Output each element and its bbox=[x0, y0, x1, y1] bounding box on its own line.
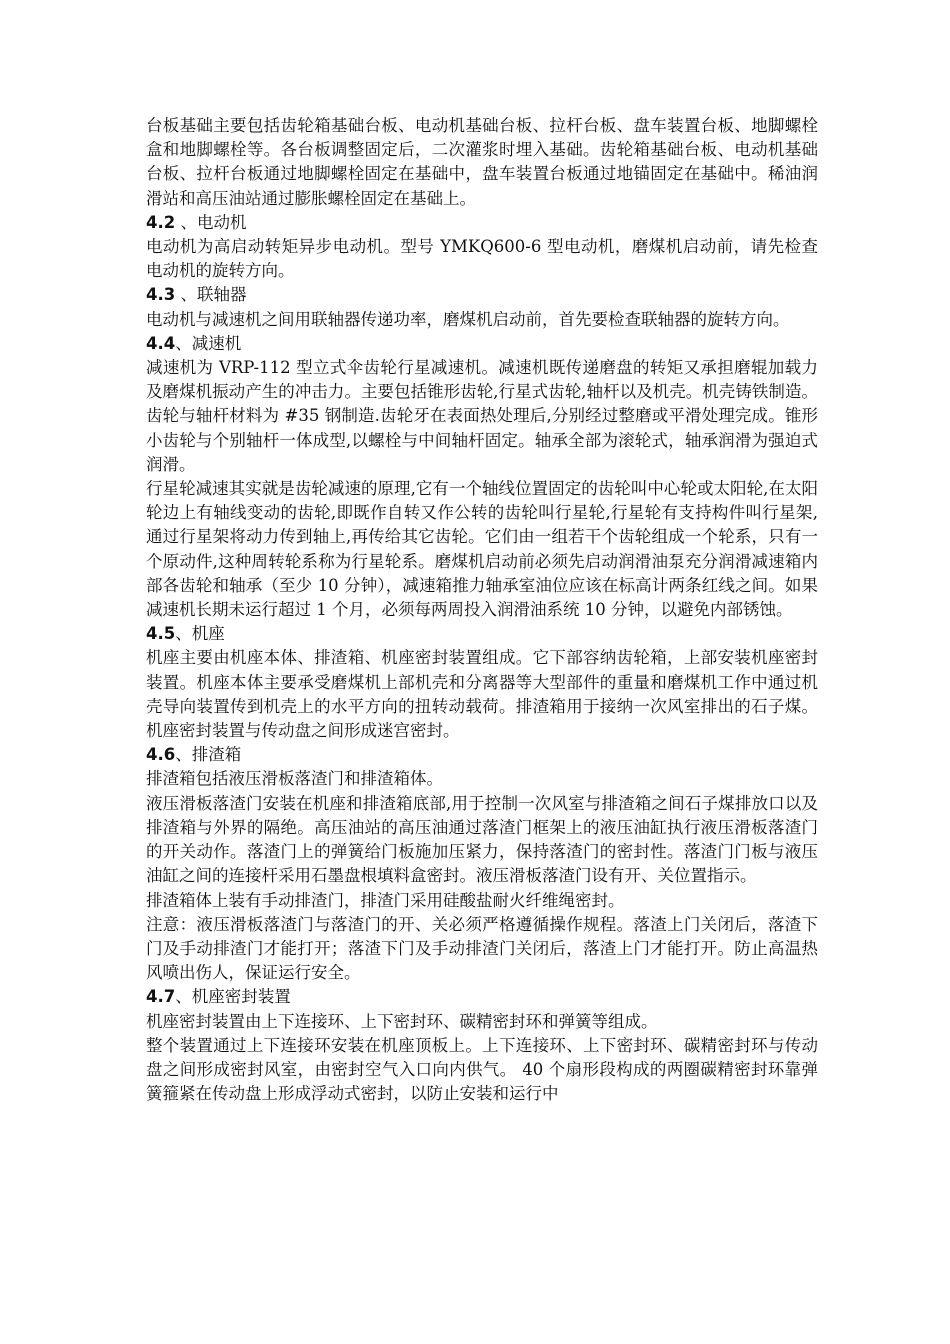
paragraph-motor: 电动机为高启动转矩异步电动机。型号 YMKQ600-6 型电动机，磨煤机启动前，请先检查电动机的旋转方向。 bbox=[146, 237, 818, 281]
section-number: 4.5 bbox=[146, 624, 176, 644]
section-heading-4-4 bbox=[146, 332, 818, 356]
paragraph-machine-base: 机座主要由机座本体、排渣箱、机座密封装置组成。它下部容纳齿轮箱，上部安装机座密封装置。机座本体主要承受磨煤机上部机壳和分离器等大型部件的重量和磨煤机工作中通过机壳导向装置传到机壳上的水平方向的扭转动载荷。排渣箱用于接纳一次风室排出的石子煤。机座密封装置与传动盘之间形成迷宫密封。 bbox=[146, 648, 818, 741]
section-title: 电动机 bbox=[196, 212, 247, 232]
section-title: 机座密封装置 bbox=[191, 987, 291, 1007]
section-separator: 、 bbox=[175, 333, 192, 353]
section-heading-4-6 bbox=[146, 743, 818, 767]
section-heading-4-3 bbox=[146, 283, 818, 307]
section-heading-4-7 bbox=[146, 985, 818, 1009]
section-number: 4.3 bbox=[146, 285, 176, 305]
section-title: 机座 bbox=[191, 624, 225, 644]
paragraph-slag-box-intro: 排渣箱包括液压滑板落渣门和排渣箱体。 bbox=[146, 769, 443, 789]
paragraph-planetary-gear: 行星轮减速其实就是齿轮减速的原理,它有一个轴线位置固定的齿轮叫中心轮或太阳轮,在太阳轮边上有轴线变动的齿轮,即既作自转又作公转的齿轮叫行星轮,行星轮有支持构件叫行星架,通过行星架将动力传到轴上,再传给其它齿轮。它们由一组若干个齿轮组成一个轮系，只有一个原动件,这种周转轮系称为行星轮系。磨煤机启动前必须先启动润滑油泵充分润滑减速箱内部各齿轮和轴承（至少 10 分钟），减速箱推力轴承室油位应该在标高计两条红线之间。如果减速机长期未运行超过 1 个月，必须每两周投入润滑油系统 10 分钟，以避免内部锈蚀。 bbox=[146, 479, 818, 620]
section-number: 4.7 bbox=[146, 987, 176, 1007]
paragraph-safety-note: 注意：液压滑板落渣门与落渣门的开、关必须严格遵循操作规程。落渣上门关闭后，落渣下门及手动排渣门才能打开；落渣下门及手动排渣门关闭后，落渣上门才能打开。防止高温热风喷出伤人，保证运行安全。 bbox=[146, 914, 818, 983]
document-body bbox=[146, 114, 818, 1106]
paragraph-reducer: 减速机为 VRP-112 型立式伞齿轮行星减速机。减速机既传递磨盘的转矩又承担磨辊加载力及磨煤机振动产生的冲击力。主要包括锥形齿轮,行星式齿轮,轴杆以及机壳。机壳铸铁制造。齿轮与轴杆材料为 #35 钢制造.齿轮牙在表面热处理后,分别经过整磨或平滑处理完成。锥形小齿轮与个别轴杆一体成型,以螺栓与中间轴杆固定。轴承全部为滚轮式，轴承润滑为强迫式润滑。 bbox=[146, 358, 818, 474]
section-separator: 、 bbox=[175, 285, 197, 305]
section-separator: 、 bbox=[175, 987, 192, 1007]
paragraph-coupling: 电动机与减速机之间用联轴器传递功率，磨煤机启动前，首先要检查联轴器的旋转方向。 bbox=[146, 309, 790, 329]
paragraph-seal-assembly: 整个装置通过上下连接环安装在机座顶板上。上下连接环、上下密封环、碳精密封环与传动盘之间形成密封风室，由密封空气入口向内供气。 40 个扇形段构成的两圈碳精密封环靠弹簧箍紧在传动盘上形成浮动式密封，以防止安装和运行中 bbox=[146, 1035, 818, 1104]
section-separator: 、 bbox=[175, 212, 197, 232]
section-number: 4.4 bbox=[146, 333, 176, 353]
section-heading-4-5 bbox=[146, 622, 818, 646]
paragraph-baseplate-foundation: 台板基础主要包括齿轮箱基础台板、电动机基础台板、拉杆台板、盘车装置台板、地脚螺栓盒和地脚螺栓等。各台板调整固定后，二次灌浆时埋入基础。齿轮箱基础台板、电动机基础台板、拉杆台板通过地脚螺栓固定在基础中，盘车装置台板通过地锚固定在基础中。稀油润滑站和高压油站通过膨胀螺栓固定在基础上。 bbox=[146, 116, 818, 208]
section-title: 排渣箱 bbox=[191, 745, 242, 765]
section-separator: 、 bbox=[175, 745, 192, 765]
section-title: 联轴器 bbox=[196, 285, 247, 305]
paragraph-hydraulic-gate: 液压滑板落渣门安装在机座和排渣箱底部,用于控制一次风室与排渣箱之间石子煤排放口以及排渣箱与外界的隔绝。高压油站的高压油通过落渣门框架上的液压油缸执行液压滑板落渣门的开关动作。落渣门上的弹簧给门板施加压紧力，保持落渣门的密封性。落渣门门板与液压油缸之间的连接杆采用石墨盘根填料盒密封。液压滑板落渣门设有开、关位置指示。 bbox=[146, 793, 818, 886]
section-number: 4.2 bbox=[146, 212, 176, 232]
section-separator: 、 bbox=[175, 624, 192, 644]
paragraph-seal-components: 机座密封装置由上下连接环、上下密封环、碳精密封环和弹簧等组成。 bbox=[146, 1011, 658, 1031]
section-heading-4-2 bbox=[146, 211, 818, 235]
paragraph-manual-gate: 排渣箱体上装有手动排渣门，排渣门采用硅酸盐耐火纤维绳密封。 bbox=[146, 890, 625, 910]
section-number: 4.6 bbox=[146, 745, 176, 765]
section-title: 减速机 bbox=[191, 333, 242, 353]
